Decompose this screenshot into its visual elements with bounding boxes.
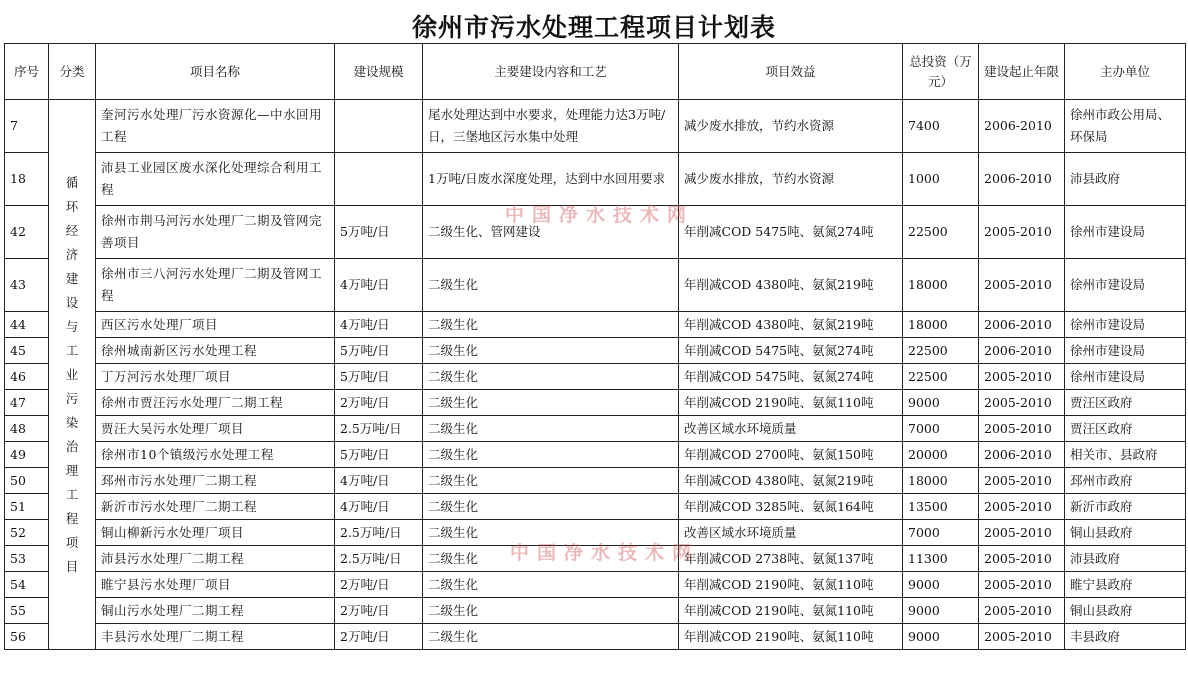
cell-name: 睢宁县污水处理厂项目 <box>96 572 335 598</box>
cell-name: 奎河污水处理厂污水资源化—中水回用工程 <box>96 100 335 153</box>
cell-name: 沛县污水处理厂二期工程 <box>96 546 335 572</box>
cell-org: 徐州市建设局 <box>1065 312 1186 338</box>
cell-investment: 13500 <box>903 494 979 520</box>
cell-content: 二级生化 <box>423 442 679 468</box>
header-investment: 总投资（万元） <box>903 44 979 100</box>
cell-org: 铜山县政府 <box>1065 598 1186 624</box>
table-row <box>5 390 1186 416</box>
cell-content: 二级生化 <box>423 520 679 546</box>
cell-seq: 55 <box>5 598 49 624</box>
cell-scale: 2万吨/日 <box>335 572 423 598</box>
cell-org: 徐州市建设局 <box>1065 206 1186 259</box>
cell-content: 二级生化 <box>423 390 679 416</box>
cell-content: 二级生化 <box>423 494 679 520</box>
cell-name: 徐州市贾汪污水处理厂二期工程 <box>96 390 335 416</box>
cell-seq: 50 <box>5 468 49 494</box>
table-row <box>5 468 1186 494</box>
cell-period: 2005-2010 <box>979 364 1065 390</box>
cell-period: 2005-2010 <box>979 390 1065 416</box>
table-row <box>5 494 1186 520</box>
cell-org: 新沂市政府 <box>1065 494 1186 520</box>
cell-org: 贾汪区政府 <box>1065 390 1186 416</box>
cell-seq: 54 <box>5 572 49 598</box>
cell-period: 2006-2010 <box>979 100 1065 153</box>
table-row <box>5 442 1186 468</box>
cell-benefit: 减少废水排放，节约水资源 <box>679 153 903 206</box>
cell-period: 2005-2010 <box>979 494 1065 520</box>
cell-org: 邳州市政府 <box>1065 468 1186 494</box>
table-row <box>5 338 1186 364</box>
table-row <box>5 206 1186 259</box>
cell-seq: 48 <box>5 416 49 442</box>
cell-investment: 9000 <box>903 624 979 650</box>
cell-name: 徐州城南新区污水处理工程 <box>96 338 335 364</box>
cell-benefit: 改善区域水环境质量 <box>679 520 903 546</box>
cell-seq: 45 <box>5 338 49 364</box>
header-seq: 序号 <box>5 44 49 100</box>
header-category: 分类 <box>49 44 96 100</box>
cell-period: 2006-2010 <box>979 153 1065 206</box>
cell-benefit: 年削减COD 2738吨、氨氮137吨 <box>679 546 903 572</box>
cell-period: 2006-2010 <box>979 338 1065 364</box>
cell-period: 2005-2010 <box>979 520 1065 546</box>
header-org: 主办单位 <box>1065 44 1186 100</box>
cell-content: 二级生化 <box>423 468 679 494</box>
cell-investment: 22500 <box>903 206 979 259</box>
cell-org: 相关市、县政府 <box>1065 442 1186 468</box>
cell-period: 2005-2010 <box>979 624 1065 650</box>
cell-name: 徐州市10个镇级污水处理工程 <box>96 442 335 468</box>
cell-investment: 22500 <box>903 338 979 364</box>
cell-period: 2006-2010 <box>979 442 1065 468</box>
cell-seq: 43 <box>5 259 49 312</box>
cell-scale: 5万吨/日 <box>335 206 423 259</box>
cell-content: 二级生化 <box>423 572 679 598</box>
cell-content: 二级生化 <box>423 259 679 312</box>
table-title: 徐州市污水处理工程项目计划表 <box>411 13 776 42</box>
cell-name: 沛县工业园区废水深化处理综合利用工程 <box>96 153 335 206</box>
cell-seq: 46 <box>5 364 49 390</box>
watermark-text: 中国净水技术网 <box>505 204 695 226</box>
table-row <box>5 312 1186 338</box>
cell-scale: 4万吨/日 <box>335 468 423 494</box>
cell-org: 徐州市建设局 <box>1065 364 1186 390</box>
cell-name: 铜山污水处理厂二期工程 <box>96 598 335 624</box>
cell-content: 尾水处理达到中水要求，处理能力达3万吨/日，三堡地区污水集中处理 <box>423 100 679 153</box>
cell-scale <box>335 153 423 206</box>
cell-name: 西区污水处理厂项目 <box>96 312 335 338</box>
table-row <box>5 624 1186 650</box>
cell-scale: 2.5万吨/日 <box>335 546 423 572</box>
table-row <box>5 153 1186 206</box>
cell-seq: 7 <box>5 100 49 153</box>
cell-period: 2005-2010 <box>979 206 1065 259</box>
cell-seq: 42 <box>5 206 49 259</box>
cell-name: 贾汪大吴污水处理厂项目 <box>96 416 335 442</box>
cell-investment: 7000 <box>903 520 979 546</box>
header-name: 项目名称 <box>96 44 335 100</box>
cell-investment: 7000 <box>903 416 979 442</box>
cell-benefit: 年削减COD 4380吨、氨氮219吨 <box>679 312 903 338</box>
table-row <box>5 598 1186 624</box>
table-row <box>5 100 1186 153</box>
cell-period: 2005-2010 <box>979 598 1065 624</box>
cell-content: 二级生化 <box>423 598 679 624</box>
cell-benefit: 年削减COD 2700吨、氨氮150吨 <box>679 442 903 468</box>
cell-content: 二级生化、管网建设 <box>423 206 679 259</box>
cell-name: 丁万河污水处理厂项目 <box>96 364 335 390</box>
cell-period: 2005-2010 <box>979 572 1065 598</box>
cell-investment: 9000 <box>903 598 979 624</box>
cell-benefit: 年削减COD 4380吨、氨氮219吨 <box>679 468 903 494</box>
cell-investment: 18000 <box>903 468 979 494</box>
cell-content: 二级生化 <box>423 624 679 650</box>
cell-seq: 47 <box>5 390 49 416</box>
cell-name: 徐州市荆马河污水处理厂二期及管网完善项目 <box>96 206 335 259</box>
cell-org: 沛县政府 <box>1065 153 1186 206</box>
cell-name: 邳州市污水处理厂二期工程 <box>96 468 335 494</box>
cell-investment: 11300 <box>903 546 979 572</box>
cell-seq: 53 <box>5 546 49 572</box>
cell-benefit: 改善区域水环境质量 <box>679 416 903 442</box>
cell-content: 二级生化 <box>423 546 679 572</box>
cell-org: 睢宁县政府 <box>1065 572 1186 598</box>
header-period: 建设起止年限 <box>979 44 1065 100</box>
cell-name: 徐州市三八河污水处理厂二期及管网工程 <box>96 259 335 312</box>
cell-scale: 2.5万吨/日 <box>335 520 423 546</box>
cell-org: 铜山县政府 <box>1065 520 1186 546</box>
cell-content: 1万吨/日废水深度处理，达到中水回用要求 <box>423 153 679 206</box>
table-row <box>5 546 1186 572</box>
cell-benefit: 年削减COD 5475吨、氨氮274吨 <box>679 364 903 390</box>
cell-org: 徐州市建设局 <box>1065 338 1186 364</box>
cell-scale: 2万吨/日 <box>335 624 423 650</box>
cell-content: 二级生化 <box>423 338 679 364</box>
cell-investment: 18000 <box>903 312 979 338</box>
cell-seq: 49 <box>5 442 49 468</box>
cell-benefit: 年削减COD 5475吨、氨氮274吨 <box>679 338 903 364</box>
cell-period: 2005-2010 <box>979 259 1065 312</box>
cell-name: 丰县污水处理厂二期工程 <box>96 624 335 650</box>
cell-name: 铜山柳新污水处理厂项目 <box>96 520 335 546</box>
cell-benefit: 年削减COD 3285吨、氨氮164吨 <box>679 494 903 520</box>
category-cell <box>49 100 96 650</box>
cell-benefit: 年削减COD 2190吨、氨氮110吨 <box>679 390 903 416</box>
cell-period: 2005-2010 <box>979 416 1065 442</box>
cell-content: 二级生化 <box>423 364 679 390</box>
cell-scale: 5万吨/日 <box>335 364 423 390</box>
cell-name: 新沂市污水处理厂二期工程 <box>96 494 335 520</box>
cell-investment: 7400 <box>903 100 979 153</box>
cell-scale: 2.5万吨/日 <box>335 416 423 442</box>
watermark-text: 中国净水技术网 <box>510 542 700 564</box>
cell-period: 2006-2010 <box>979 312 1065 338</box>
cell-benefit: 年削减COD 2190吨、氨氮110吨 <box>679 598 903 624</box>
cell-benefit: 年削减COD 2190吨、氨氮110吨 <box>679 572 903 598</box>
cell-scale: 5万吨/日 <box>335 338 423 364</box>
table-row <box>5 520 1186 546</box>
cell-seq: 44 <box>5 312 49 338</box>
cell-org: 丰县政府 <box>1065 624 1186 650</box>
cell-scale: 4万吨/日 <box>335 259 423 312</box>
table-row <box>5 364 1186 390</box>
cell-investment: 20000 <box>903 442 979 468</box>
header-row <box>5 44 1186 100</box>
table-row <box>5 416 1186 442</box>
cell-investment: 22500 <box>903 364 979 390</box>
cell-benefit: 减少废水排放，节约水资源 <box>679 100 903 153</box>
cell-content: 二级生化 <box>423 312 679 338</box>
cell-org: 徐州市建设局 <box>1065 259 1186 312</box>
cell-scale: 5万吨/日 <box>335 442 423 468</box>
cell-scale <box>335 100 423 153</box>
header-scale: 建设规模 <box>335 44 423 100</box>
cell-org: 沛县政府 <box>1065 546 1186 572</box>
cell-benefit: 年削减COD 5475吨、氨氮274吨 <box>679 206 903 259</box>
cell-seq: 51 <box>5 494 49 520</box>
cell-period: 2005-2010 <box>979 468 1065 494</box>
project-plan-table <box>4 43 1186 650</box>
cell-org: 徐州市政公用局、环保局 <box>1065 100 1186 153</box>
cell-benefit: 年削减COD 2190吨、氨氮110吨 <box>679 624 903 650</box>
cell-seq: 56 <box>5 624 49 650</box>
header-benefit: 项目效益 <box>679 44 903 100</box>
table-row <box>5 572 1186 598</box>
cell-benefit: 年削减COD 4380吨、氨氮219吨 <box>679 259 903 312</box>
cell-scale: 2万吨/日 <box>335 598 423 624</box>
cell-investment: 9000 <box>903 572 979 598</box>
cell-scale: 2万吨/日 <box>335 390 423 416</box>
cell-scale: 4万吨/日 <box>335 494 423 520</box>
cell-seq: 18 <box>5 153 49 206</box>
cell-investment: 1000 <box>903 153 979 206</box>
cell-investment: 9000 <box>903 390 979 416</box>
cell-content: 二级生化 <box>423 416 679 442</box>
cell-seq: 52 <box>5 520 49 546</box>
cell-scale: 4万吨/日 <box>335 312 423 338</box>
table-row <box>5 259 1186 312</box>
category-label: 循环经济建设与工业污染治理工程项目 <box>65 174 79 574</box>
header-content: 主要建设内容和工艺 <box>423 44 679 100</box>
cell-period: 2005-2010 <box>979 546 1065 572</box>
cell-org: 贾汪区政府 <box>1065 416 1186 442</box>
cell-investment: 18000 <box>903 259 979 312</box>
